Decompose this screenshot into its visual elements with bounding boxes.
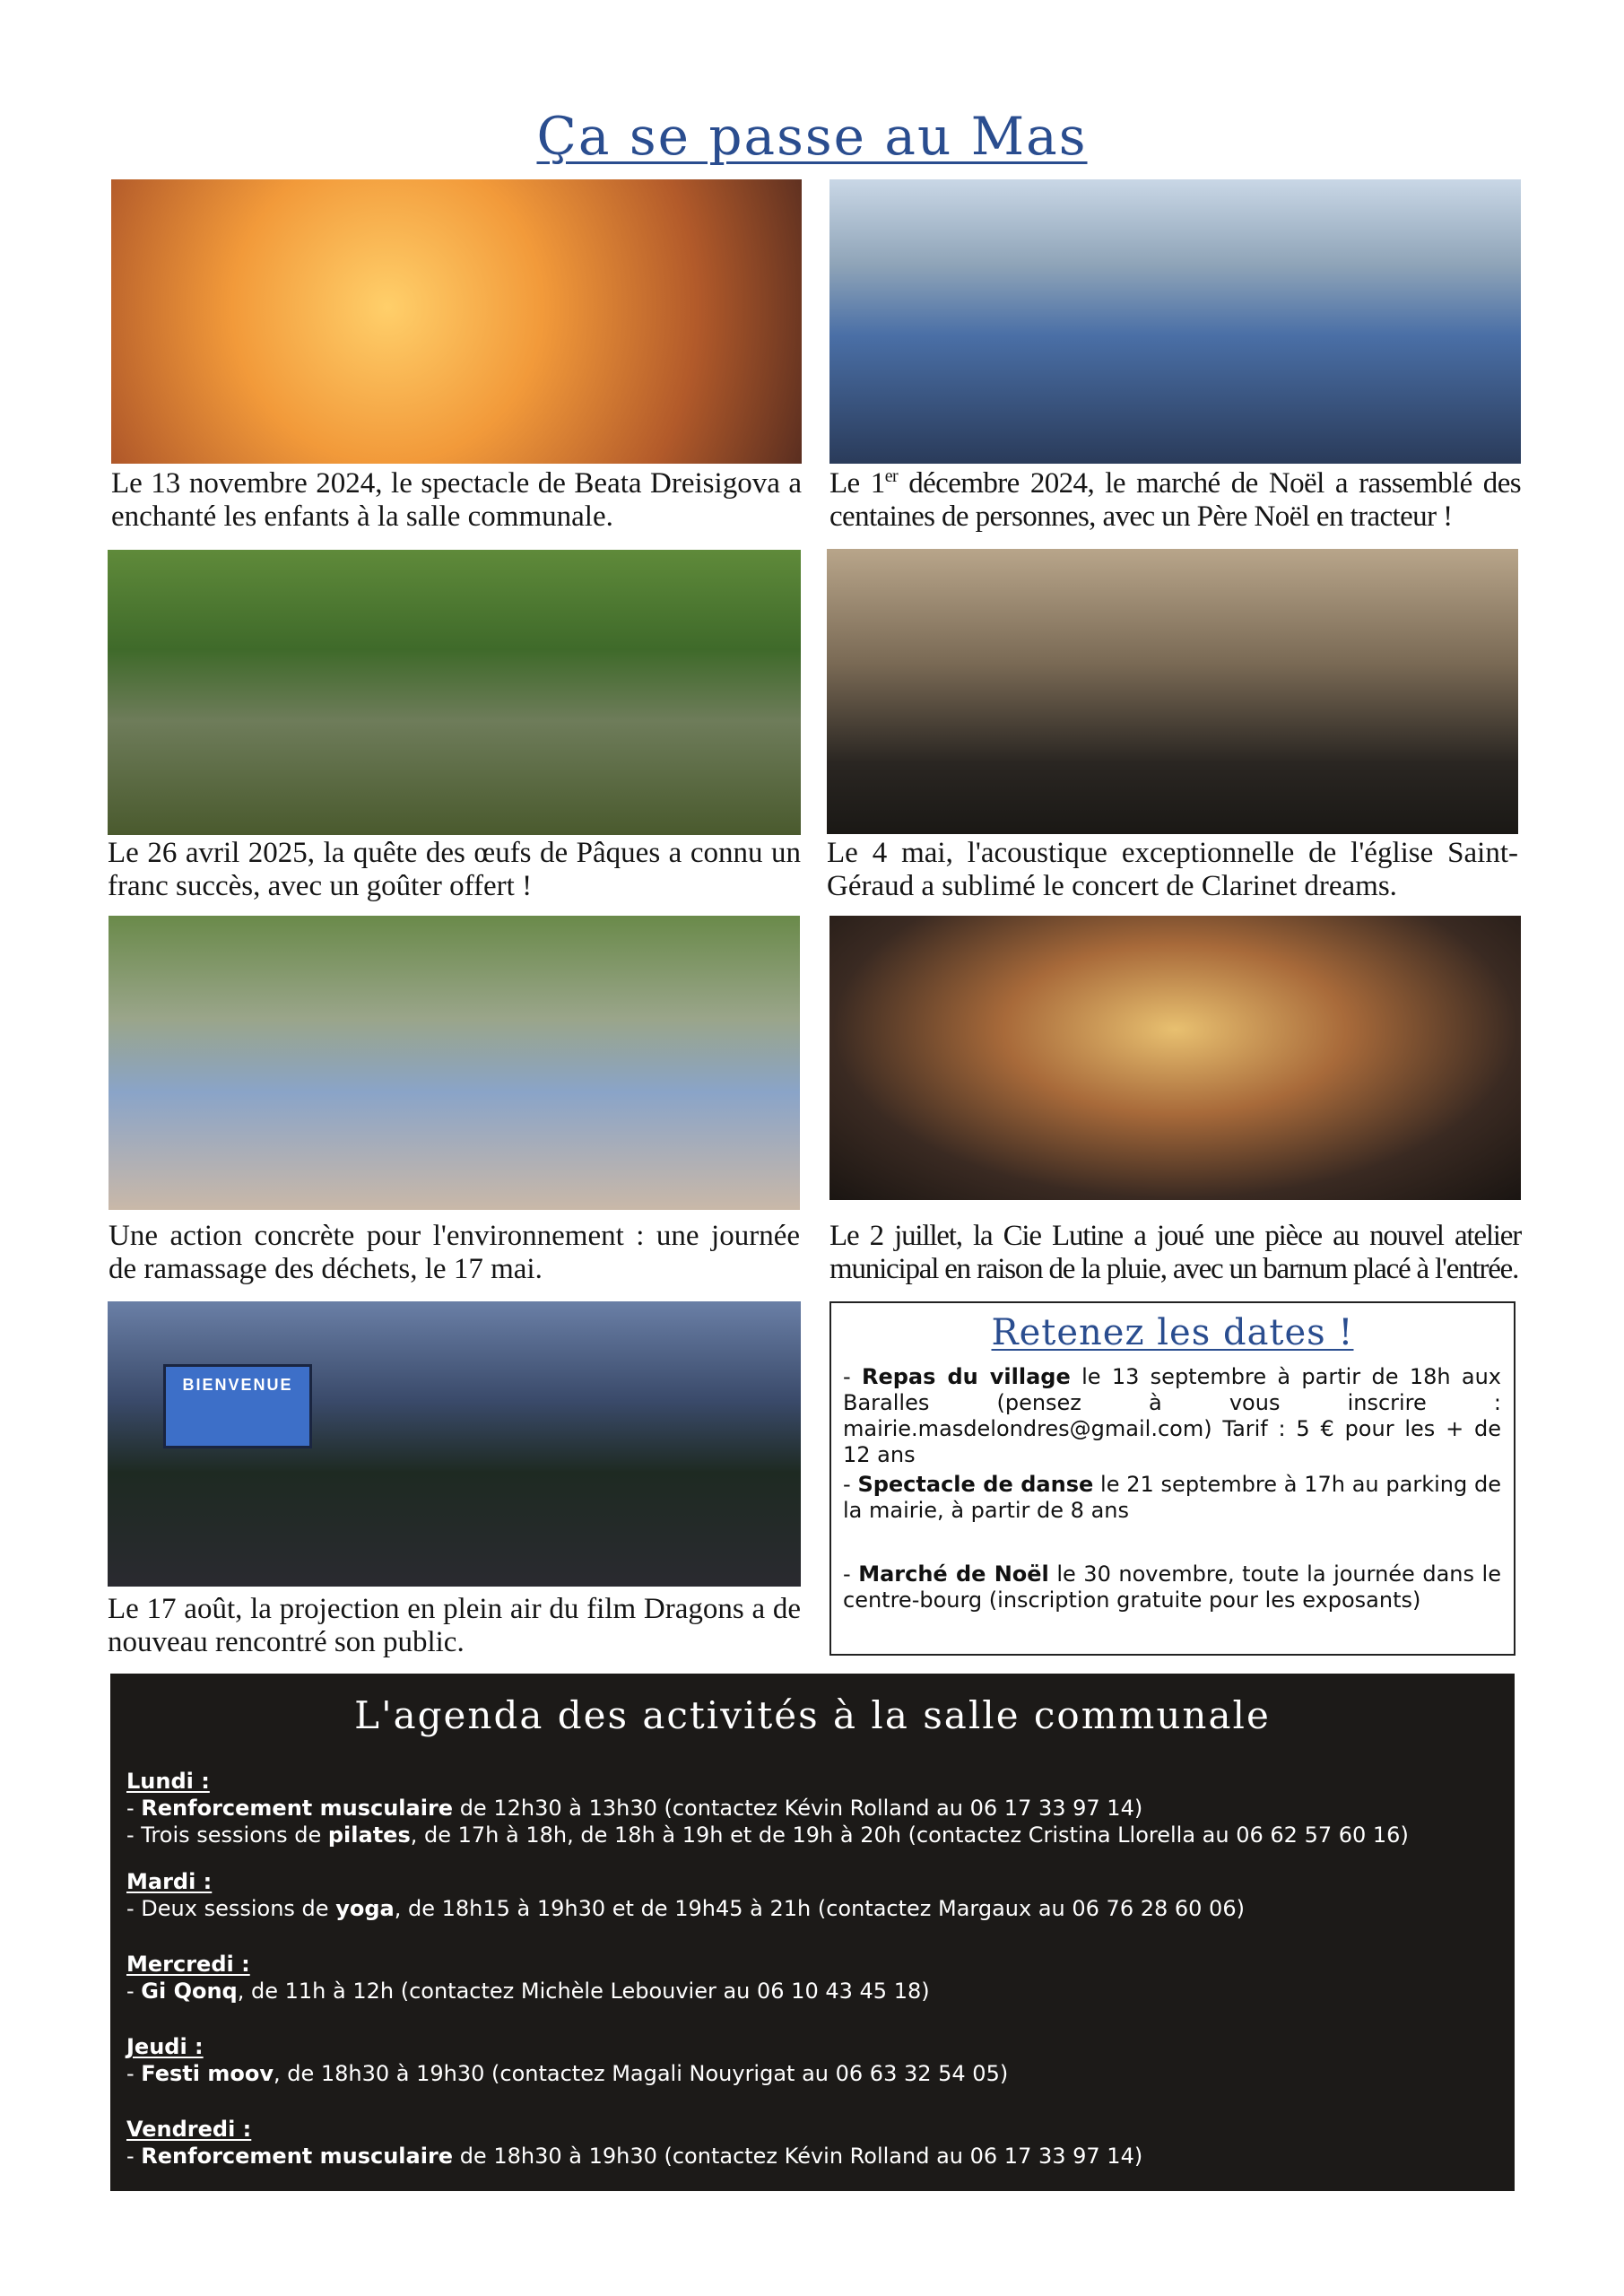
agenda-line: - Renforcement musculaire de 12h30 à 13h30 (contactez Kévin Rolland au 06 17 33 97 14)	[126, 1796, 1143, 1821]
date-item-village-meal: - Repas du village le 13 septembre à partir de 18h aux Baralles (pensez à vous inscrire : mairie.masdelondres@gmail.com) Tarif : 5 € pour les + de 12 ans	[843, 1364, 1502, 1467]
agenda-line: - Renforcement musculaire de 18h30 à 19h30 (contactez Kévin Rolland au 06 17 33 97 14)	[126, 2144, 1143, 2169]
photo-outdoor-cinema	[108, 1301, 801, 1587]
agenda-title: L'agenda des activités à la salle communale	[354, 1693, 1271, 1737]
agenda-day-wednesday: Mercredi :	[126, 1952, 250, 1977]
dates-box	[829, 1301, 1515, 1656]
photo-easter-egg-hunt	[108, 550, 801, 835]
agenda-line: - Gi Qonq, de 11h à 12h (contactez Michèle Lebouvier au 06 10 43 45 18)	[126, 1979, 930, 2004]
agenda-line: - Deux sessions de yoga, de 18h15 à 19h30 et de 19h45 à 21h (contactez Margaux au 06 76 28 60 06)	[126, 1896, 1245, 1921]
agenda-panel	[110, 1674, 1515, 2191]
agenda-line: - Festi moov, de 18h30 à 19h30 (contactez Magali Nouyrigat au 06 63 32 54 05)	[126, 2061, 1009, 2086]
caption-outdoor-cinema: Le 17 août, la projection en plein air du film Dragons a de nouveau rencontré son public.	[108, 1593, 801, 1658]
caption-waste-cleanup: Une action concrète pour l'environnement : une journée de ramassage des déchets, le 17 mai.	[109, 1220, 800, 1285]
agenda-line: - Trois sessions de pilates, de 17h à 18h, de 18h à 19h et de 19h à 20h (contactez Cristina Llorella au 06 62 57 60 16)	[126, 1822, 1409, 1848]
agenda-day-friday: Vendredi :	[126, 2117, 252, 2142]
caption-lutine-theatre: Le 2 juillet, la Cie Lutine a joué une pièce au nouvel atelier municipal en raison de la pluie, avec un barnum placé à l'entrée.	[829, 1220, 1521, 1285]
agenda-day-monday: Lundi :	[126, 1769, 210, 1794]
dates-title: Retenez les dates !	[991, 1312, 1354, 1353]
photo-waste-cleanup	[109, 916, 800, 1210]
caption-easter-egg-hunt: Le 26 avril 2025, la quête des œufs de Pâques a connu un franc succès, avec un goûter offert !	[108, 837, 801, 902]
date-item-dance-show: - Spectacle de danse le 21 septembre à 17h au parking de la mairie, à partir de 8 ans	[843, 1472, 1501, 1523]
agenda-day-tuesday: Mardi :	[126, 1869, 213, 1894]
photo-christmas-market	[829, 179, 1521, 464]
caption-christmas-market: Le 1er décembre 2024, le marché de Noël a rassemblé des centaines de personnes, avec un Père Noël en tracteur !	[829, 466, 1521, 533]
photo-beata-show	[111, 179, 802, 464]
photo-clarinet-concert	[827, 549, 1518, 834]
agenda-day-thursday: Jeudi :	[126, 2034, 204, 2059]
photo-lutine-theatre	[829, 916, 1521, 1200]
page-title: Ça se passe au Mas	[536, 106, 1088, 167]
caption-clarinet-concert: Le 4 mai, l'acoustique exceptionnelle de l'église Saint-Géraud a sublimé le concert de Clarinet dreams.	[827, 837, 1518, 902]
caption-beata-show: Le 13 novembre 2024, le spectacle de Beata Dreisigova a enchanté les enfants à la salle communale.	[111, 467, 802, 533]
date-item-christmas-market: - Marché de Noël le 30 novembre, toute la journée dans le centre-bourg (inscription gratuite pour les exposants)	[843, 1561, 1501, 1613]
cinema-screen: BIENVENUE	[163, 1364, 312, 1448]
